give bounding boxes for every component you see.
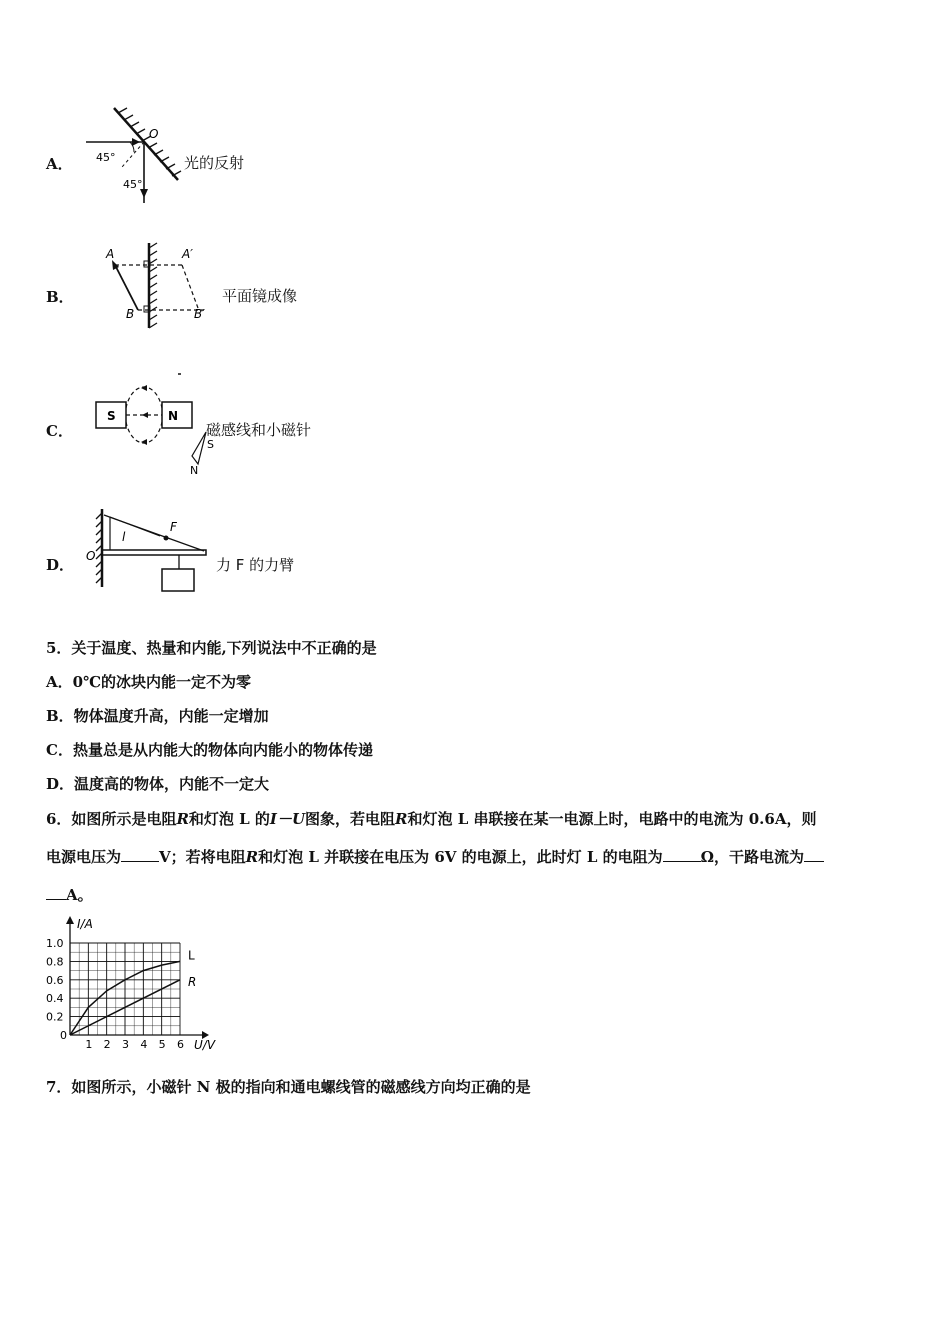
q6-line3	[46, 884, 93, 905]
q6-text: 6．如图所示是电阻	[46, 810, 177, 828]
q6-text: Ω，干路电流为	[700, 848, 804, 866]
option-c	[46, 370, 646, 480]
q6-text: A。	[66, 886, 93, 904]
q6-text: 电源电压为	[46, 848, 122, 866]
option-caption: 平面镜成像	[222, 287, 298, 305]
q6-symbol-iu: I－U	[269, 810, 306, 828]
q7-stem: 7．如图所示，小磁针 N 极的指向和通电螺线管的磁感线方向均正确的是	[46, 1078, 531, 1096]
answer-blank[interactable]	[46, 885, 66, 900]
pole-label: S	[107, 409, 116, 423]
q6-symbol-r: R	[395, 810, 408, 828]
option-letter: A．	[46, 155, 73, 173]
option-letter: C．	[46, 422, 73, 440]
q6-line2	[46, 846, 824, 867]
y-tick-label: 0.6	[46, 973, 64, 987]
y-axis-label: I/A	[77, 917, 93, 931]
option-caption: 力 F 的力臂	[216, 556, 295, 574]
q6-text: 和灯泡 L 并联接在电压为 6V 的电源上，此时灯 L 的电阻为	[258, 848, 663, 866]
q6-symbol-r: R	[176, 810, 189, 828]
arm-label: l	[122, 530, 126, 544]
option-d	[46, 505, 646, 615]
x-tick-label: 5	[158, 1038, 166, 1051]
x-tick-label: 6	[177, 1038, 184, 1051]
series-label: L	[188, 948, 195, 963]
q5-option-a: A．0℃的冰块内能一定不为零	[46, 673, 252, 691]
q6-text: 图象，若电阻	[305, 810, 396, 828]
q5-option-b: B．物体温度升高，内能一定增加	[46, 707, 269, 725]
angle-label: 45°	[123, 178, 143, 191]
needle-label: S	[207, 438, 214, 451]
y-tick-label: 0.2	[46, 1010, 64, 1024]
pole-label: N	[168, 409, 179, 423]
q6-text: V；若将电阻	[159, 848, 246, 866]
option-letter: B．	[46, 288, 74, 306]
q5-option-d: D．温度高的物体，内能不一定大	[46, 775, 270, 793]
q6-text: 和灯泡 L 的	[188, 810, 270, 828]
option-a	[46, 105, 646, 215]
q6-line1	[46, 808, 816, 829]
q5-option-c: C．热量总是从内能大的物体向内能小的物体传递	[46, 741, 373, 759]
mirror-image-figure	[86, 240, 226, 335]
y-tick-label: 0.8	[46, 955, 64, 969]
q5-stem: 5．关于温度、热量和内能,下列说法中不正确的是	[46, 639, 377, 657]
x-tick-label: 2	[103, 1038, 111, 1051]
x-tick-label: 1	[85, 1038, 93, 1051]
angle-label: 45°	[96, 151, 116, 164]
iu-chart	[44, 912, 234, 1058]
x-tick-label: 3	[122, 1038, 129, 1051]
option-caption: 磁感线和小磁针	[206, 421, 312, 439]
point-label: B	[126, 307, 135, 321]
option-caption: 光的反射	[184, 154, 245, 172]
y-tick-label: 0.4	[46, 992, 64, 1006]
point-label: O	[149, 127, 159, 141]
point-label: A	[106, 247, 115, 261]
answer-blank[interactable]	[804, 847, 824, 862]
pivot-label: O	[86, 549, 96, 563]
force-label: F	[170, 520, 177, 534]
answer-blank[interactable]	[121, 847, 159, 862]
point-label: A′	[182, 247, 193, 261]
x-axis-label: U/V	[194, 1038, 216, 1052]
point-label: B′	[194, 307, 205, 321]
q6-symbol-r: R	[245, 848, 259, 866]
needle-label: N	[190, 464, 199, 475]
answer-blank[interactable]	[663, 847, 701, 862]
lever-arm-figure	[84, 505, 254, 600]
origin-label: 0	[60, 1029, 67, 1042]
y-axis-arrow	[66, 916, 74, 924]
y-tick-label: 1.0	[46, 937, 64, 950]
series-label: R	[188, 974, 197, 989]
q6-text: 和灯泡 L 串联接在某一电源上时，电路中的电流为 0.6A，则	[407, 810, 817, 828]
option-letter: D．	[46, 556, 75, 574]
option-b	[46, 240, 646, 350]
x-tick-label: 4	[140, 1038, 148, 1051]
